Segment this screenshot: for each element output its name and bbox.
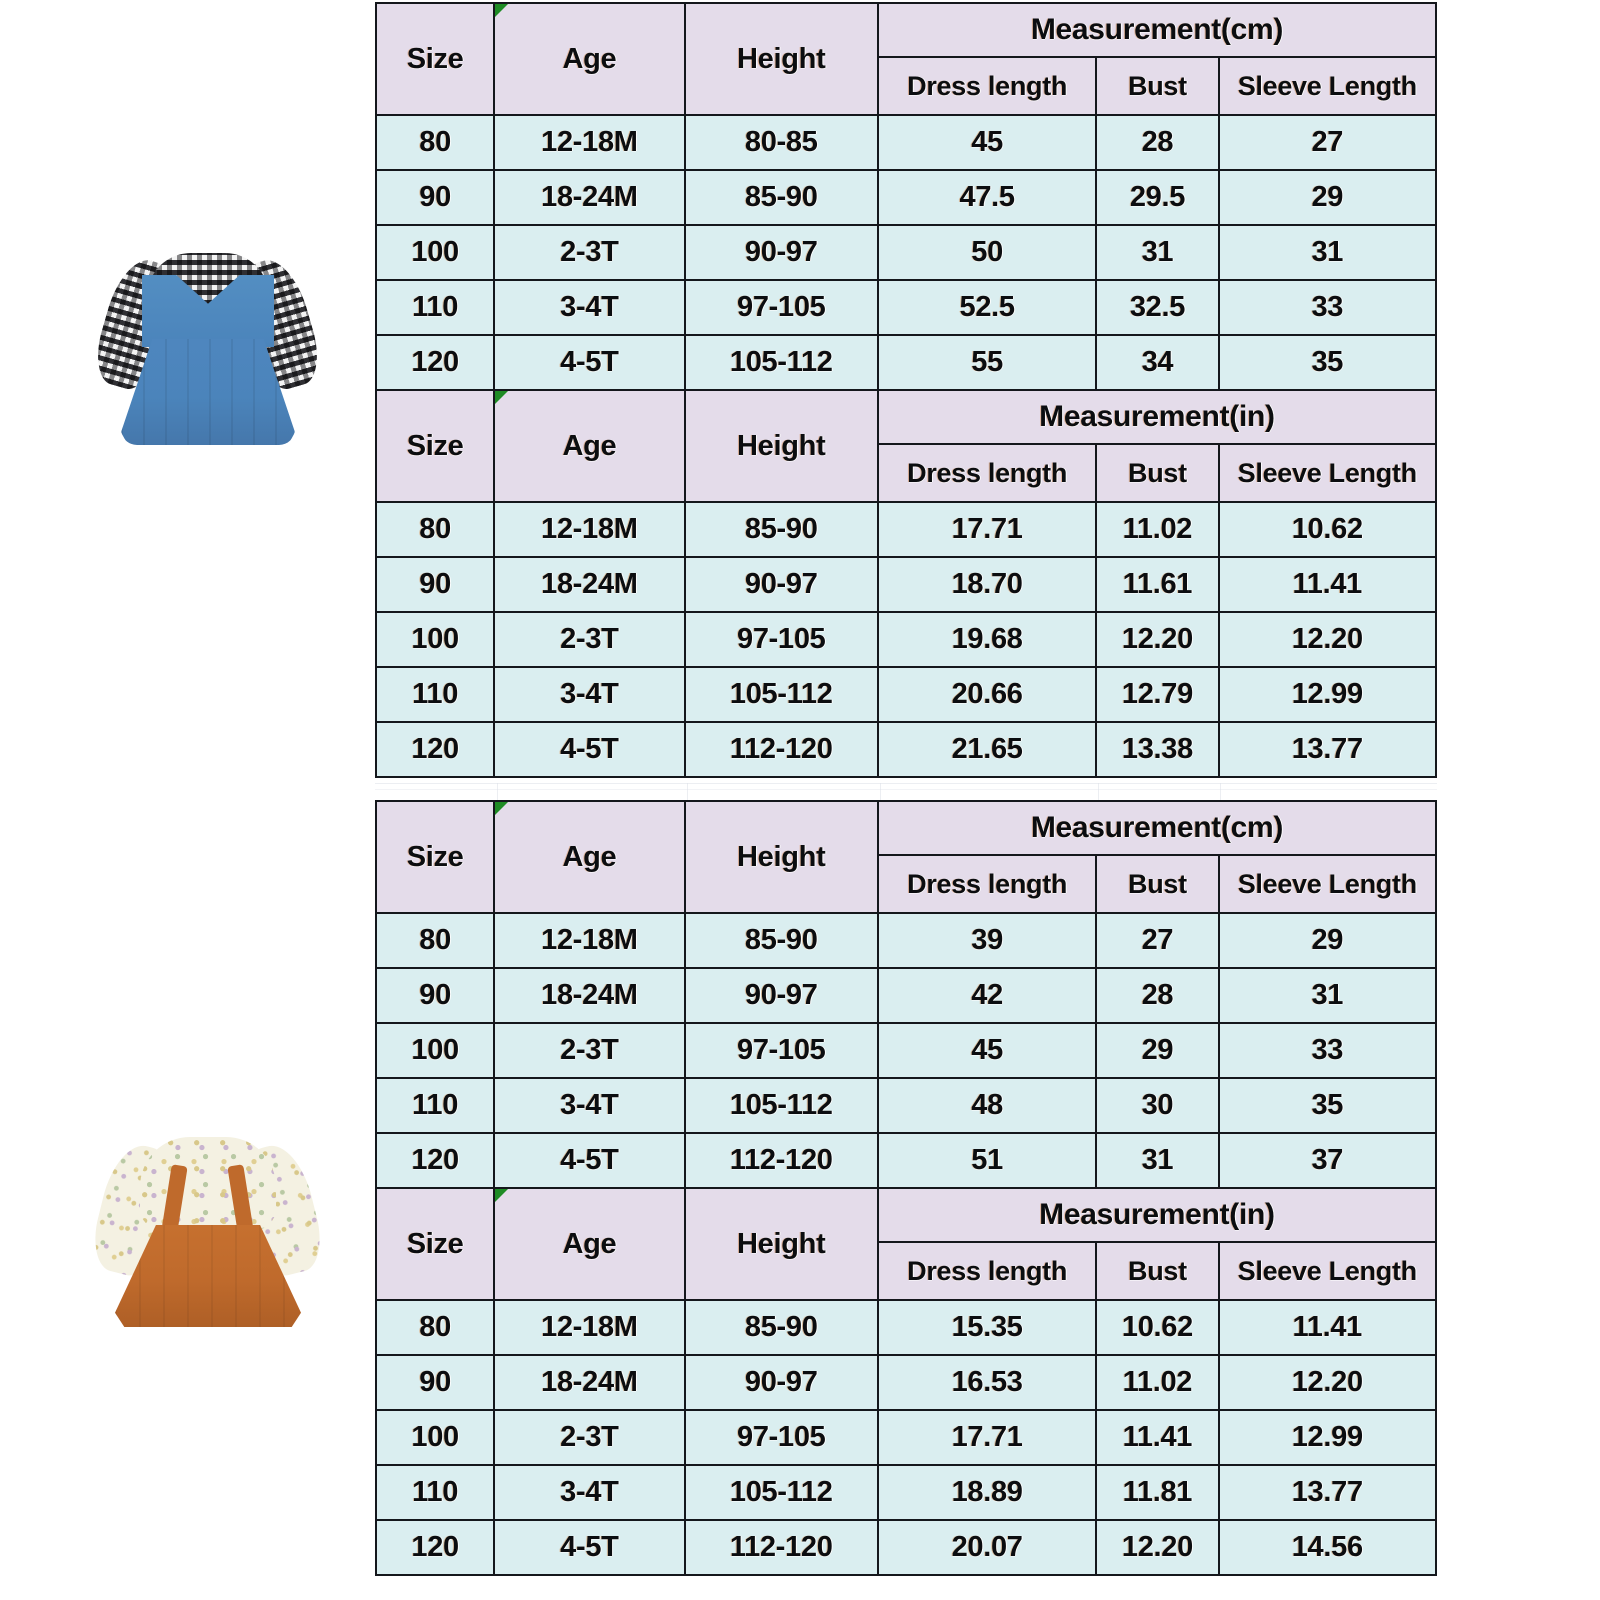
cell-dress-length: 18.70 [878,557,1096,612]
header-height: Height [685,801,878,913]
cell-height: 85-90 [685,913,878,968]
cell-height: 90-97 [685,557,878,612]
table-row [376,722,1436,777]
cell-dress-length: 19.68 [878,612,1096,667]
cell-size: 90 [376,1355,494,1410]
cell-age: 18-24M [494,170,684,225]
cell-age: 18-24M [494,1355,684,1410]
cell-height: 105-112 [685,1078,878,1133]
cell-bust: 31 [1096,225,1218,280]
cell-sleeve-length: 33 [1219,1023,1436,1078]
cell-bust: 29 [1096,1023,1218,1078]
header-sleeve-length: Sleeve Length [1219,57,1436,115]
header-bust: Bust [1096,444,1218,502]
cell-sleeve-length: 10.62 [1219,502,1436,557]
gridline-artifact-gap-1 [375,783,1437,784]
cell-age: 4-5T [494,1133,684,1188]
cell-sleeve-length: 13.77 [1219,1465,1436,1520]
cell-size: 100 [376,225,494,280]
table-row [376,1410,1436,1465]
table-header-row-top [376,801,1436,855]
cell-dress-length: 50 [878,225,1096,280]
cell-bust: 32.5 [1096,280,1218,335]
header-measurement-unit: Measurement(cm) [878,3,1436,57]
cell-height: 97-105 [685,1410,878,1465]
cell-size: 110 [376,667,494,722]
table-row [376,335,1436,390]
cell-age: 3-4T [494,1465,684,1520]
cell-sleeve-length: 14.56 [1219,1520,1436,1575]
cell-size: 110 [376,1465,494,1520]
table-row [376,225,1436,280]
cell-dress-length: 21.65 [878,722,1096,777]
cell-sleeve-length: 11.41 [1219,557,1436,612]
cell-age: 3-4T [494,667,684,722]
cell-height: 90-97 [685,225,878,280]
header-height: Height [685,1188,878,1300]
header-sleeve-length: Sleeve Length [1219,1242,1436,1300]
cell-size: 120 [376,1520,494,1575]
size-table-product1-cm [375,2,1437,391]
header-height: Height [685,390,878,502]
cell-size: 90 [376,557,494,612]
cell-age: 2-3T [494,1023,684,1078]
table-row [376,502,1436,557]
cell-bust: 34 [1096,335,1218,390]
header-age: Age [494,390,684,502]
cell-bust: 29.5 [1096,170,1218,225]
table-body-product2-cm [376,913,1436,1188]
cell-bust: 30 [1096,1078,1218,1133]
size-chart-block-product1 [375,2,1437,778]
cell-sleeve-length: 11.41 [1219,1300,1436,1355]
gridline-artifact-gap-2 [375,789,1437,790]
cell-dress-length: 52.5 [878,280,1096,335]
floral-ruffle-collar [140,1137,276,1229]
size-chart-block-product2 [375,800,1437,1576]
cell-sleeve-length: 35 [1219,1078,1436,1133]
cell-dress-length: 45 [878,115,1096,170]
table-header-row-top [376,3,1436,57]
table-body-product2-in [376,1300,1436,1575]
cell-bust: 11.02 [1096,1355,1218,1410]
header-size: Size [376,3,494,115]
cell-sleeve-length: 37 [1219,1133,1436,1188]
header-dress-length: Dress length [878,444,1096,502]
cell-bust: 12.20 [1096,1520,1218,1575]
cell-sleeve-length: 31 [1219,225,1436,280]
cell-bust: 10.62 [1096,1300,1218,1355]
cell-size: 90 [376,170,494,225]
cell-bust: 28 [1096,115,1218,170]
table-header-row-top [376,390,1436,444]
cell-dress-length: 42 [878,968,1096,1023]
cell-height: 85-90 [685,502,878,557]
cell-sleeve-length: 12.99 [1219,1410,1436,1465]
table-body-product1-cm [376,115,1436,390]
cell-sleeve-length: 29 [1219,170,1436,225]
cell-sleeve-length: 35 [1219,335,1436,390]
cell-size: 80 [376,115,494,170]
cell-sleeve-length: 33 [1219,280,1436,335]
size-table-product2-in [375,1187,1437,1576]
table-row [376,968,1436,1023]
cell-age: 2-3T [494,612,684,667]
cell-height: 97-105 [685,612,878,667]
header-dress-length: Dress length [878,1242,1096,1300]
cell-size: 80 [376,1300,494,1355]
cell-size: 100 [376,1410,494,1465]
cell-dress-length: 15.35 [878,1300,1096,1355]
table-row [376,1023,1436,1078]
table-row [376,1133,1436,1188]
header-measurement-unit: Measurement(cm) [878,801,1436,855]
cell-bust: 27 [1096,913,1218,968]
product-photo-rust-suspender-dress [85,1115,330,1330]
table-header-row-top [376,1188,1436,1242]
cell-height: 112-120 [685,722,878,777]
header-size: Size [376,1188,494,1300]
cell-size: 90 [376,968,494,1023]
cell-age: 4-5T [494,722,684,777]
header-bust: Bust [1096,855,1218,913]
header-sleeve-length: Sleeve Length [1219,855,1436,913]
cell-dress-length: 17.71 [878,502,1096,557]
cell-bust: 28 [1096,968,1218,1023]
table-row [376,280,1436,335]
cell-dress-length: 16.53 [878,1355,1096,1410]
cell-dress-length: 51 [878,1133,1096,1188]
cell-bust: 11.02 [1096,502,1218,557]
header-size: Size [376,801,494,913]
header-dress-length: Dress length [878,855,1096,913]
cell-age: 4-5T [494,1520,684,1575]
cell-bust: 11.61 [1096,557,1218,612]
cell-size: 120 [376,1133,494,1188]
cell-age: 3-4T [494,280,684,335]
cell-size: 100 [376,612,494,667]
table-row [376,1465,1436,1520]
cell-bust: 31 [1096,1133,1218,1188]
cell-age: 3-4T [494,1078,684,1133]
header-age: Age [494,1188,684,1300]
cell-age: 4-5T [494,335,684,390]
cell-size: 110 [376,280,494,335]
cell-sleeve-length: 27 [1219,115,1436,170]
header-size: Size [376,390,494,502]
cell-dress-length: 48 [878,1078,1096,1133]
cell-dress-length: 55 [878,335,1096,390]
cell-size: 100 [376,1023,494,1078]
cell-bust: 12.20 [1096,612,1218,667]
table-row [376,667,1436,722]
cell-bust: 11.41 [1096,1410,1218,1465]
cell-dress-length: 20.07 [878,1520,1096,1575]
header-bust: Bust [1096,57,1218,115]
table-row [376,913,1436,968]
skirt-pleat-shadow [121,339,295,445]
cell-dress-length: 20.66 [878,667,1096,722]
header-age: Age [494,3,684,115]
cell-height: 112-120 [685,1520,878,1575]
table-body-product1-in [376,502,1436,777]
size-table-product1-in [375,389,1437,778]
table-row [376,1078,1436,1133]
cell-size: 80 [376,913,494,968]
cell-sleeve-length: 12.99 [1219,667,1436,722]
cell-height: 105-112 [685,667,878,722]
cell-age: 18-24M [494,557,684,612]
cell-age: 12-18M [494,502,684,557]
cell-height: 80-85 [685,115,878,170]
cell-size: 80 [376,502,494,557]
table-row [376,612,1436,667]
cell-size: 120 [376,335,494,390]
cell-height: 90-97 [685,1355,878,1410]
table-row [376,1520,1436,1575]
cell-sleeve-length: 12.20 [1219,612,1436,667]
cell-dress-length: 45 [878,1023,1096,1078]
cell-dress-length: 18.89 [878,1465,1096,1520]
table-row [376,115,1436,170]
header-dress-length: Dress length [878,57,1096,115]
header-height: Height [685,3,878,115]
header-age: Age [494,801,684,913]
cell-size: 120 [376,722,494,777]
cell-height: 105-112 [685,1465,878,1520]
table-row [376,1355,1436,1410]
cell-height: 97-105 [685,1023,878,1078]
cell-sleeve-length: 12.20 [1219,1355,1436,1410]
cell-height: 97-105 [685,280,878,335]
table-row [376,557,1436,612]
cell-height: 112-120 [685,1133,878,1188]
cell-bust: 12.79 [1096,667,1218,722]
cell-sleeve-length: 31 [1219,968,1436,1023]
cell-dress-length: 39 [878,913,1096,968]
cell-age: 12-18M [494,1300,684,1355]
cell-age: 12-18M [494,913,684,968]
header-bust: Bust [1096,1242,1218,1300]
cell-age: 2-3T [494,225,684,280]
cell-age: 18-24M [494,968,684,1023]
cell-age: 2-3T [494,1410,684,1465]
cell-bust: 11.81 [1096,1465,1218,1520]
header-measurement-unit: Measurement(in) [878,1188,1436,1242]
cell-height: 85-90 [685,170,878,225]
cell-dress-length: 47.5 [878,170,1096,225]
cell-sleeve-length: 29 [1219,913,1436,968]
header-measurement-unit: Measurement(in) [878,390,1436,444]
cell-height: 90-97 [685,968,878,1023]
cell-size: 110 [376,1078,494,1133]
cell-dress-length: 17.71 [878,1410,1096,1465]
product-photo-blue-denim-dress [85,235,330,450]
cell-age: 12-18M [494,115,684,170]
cell-height: 85-90 [685,1300,878,1355]
size-table-product2-cm [375,800,1437,1189]
cell-bust: 13.38 [1096,722,1218,777]
header-sleeve-length: Sleeve Length [1219,444,1436,502]
table-row [376,170,1436,225]
cell-height: 105-112 [685,335,878,390]
table-row [376,1300,1436,1355]
cell-sleeve-length: 13.77 [1219,722,1436,777]
